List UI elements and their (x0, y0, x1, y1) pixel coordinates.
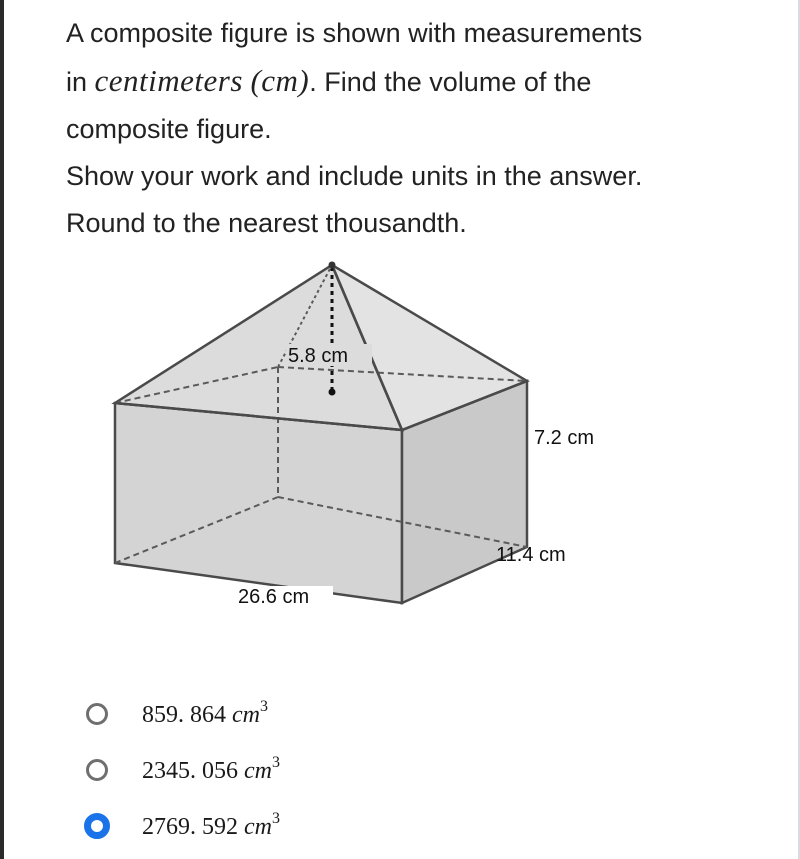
answer-option-2-exp: 3 (271, 753, 280, 771)
answer-option-2-text (142, 753, 280, 785)
question-line-4: Show your work and include units in the answer. (66, 161, 643, 191)
pyramid-height-label: 5.8 cm (288, 345, 349, 367)
answer-option-1-unit: cm (232, 701, 260, 728)
answer-option-3-value: 2769. 592 (142, 813, 238, 840)
math-units-word: centimeters (94, 63, 243, 98)
width-label: 11.4 cm (496, 544, 566, 566)
pyramid-base-center-dot (329, 389, 336, 396)
radio-button-3-selected[interactable] (84, 813, 110, 839)
composite-figure-svg (110, 255, 630, 615)
answer-option-3-unit: cm (244, 813, 272, 840)
radio-button-2[interactable] (86, 759, 108, 781)
answer-option-1-exp: 3 (259, 697, 268, 715)
answer-option-1-text (142, 697, 268, 729)
box-front-face (115, 403, 402, 603)
composite-figure (110, 255, 630, 615)
answer-option-3-exp: 3 (271, 809, 280, 827)
question-line-3: composite figure. (66, 114, 272, 144)
length-label: 26.6 cm (238, 586, 310, 608)
question-text (66, 10, 766, 247)
prism-height-label: 7.2 cm (534, 427, 595, 449)
answer-option-2-unit: cm (244, 757, 272, 784)
pyramid-apex-dot (329, 262, 336, 269)
question-line-5: Round to the nearest thousandth. (66, 208, 467, 238)
answer-option-3[interactable] (80, 806, 680, 846)
question-line-2-prefix: in (66, 67, 95, 97)
answer-option-1[interactable] (80, 694, 680, 734)
question-line-2-suffix: . Find the volume of the (309, 67, 592, 97)
answer-option-2[interactable] (80, 750, 680, 790)
math-units-abbrev: (cm) (250, 63, 310, 98)
left-rail (0, 0, 4, 859)
radio-button-1[interactable] (86, 703, 108, 725)
answer-option-2-value: 2345. 056 (142, 757, 238, 784)
answer-option-1-value: 859. 864 (142, 701, 226, 728)
question-line-1: A composite figure is shown with measurements (66, 18, 643, 48)
question-line-2 (66, 57, 766, 106)
answer-option-3-text (142, 809, 280, 841)
